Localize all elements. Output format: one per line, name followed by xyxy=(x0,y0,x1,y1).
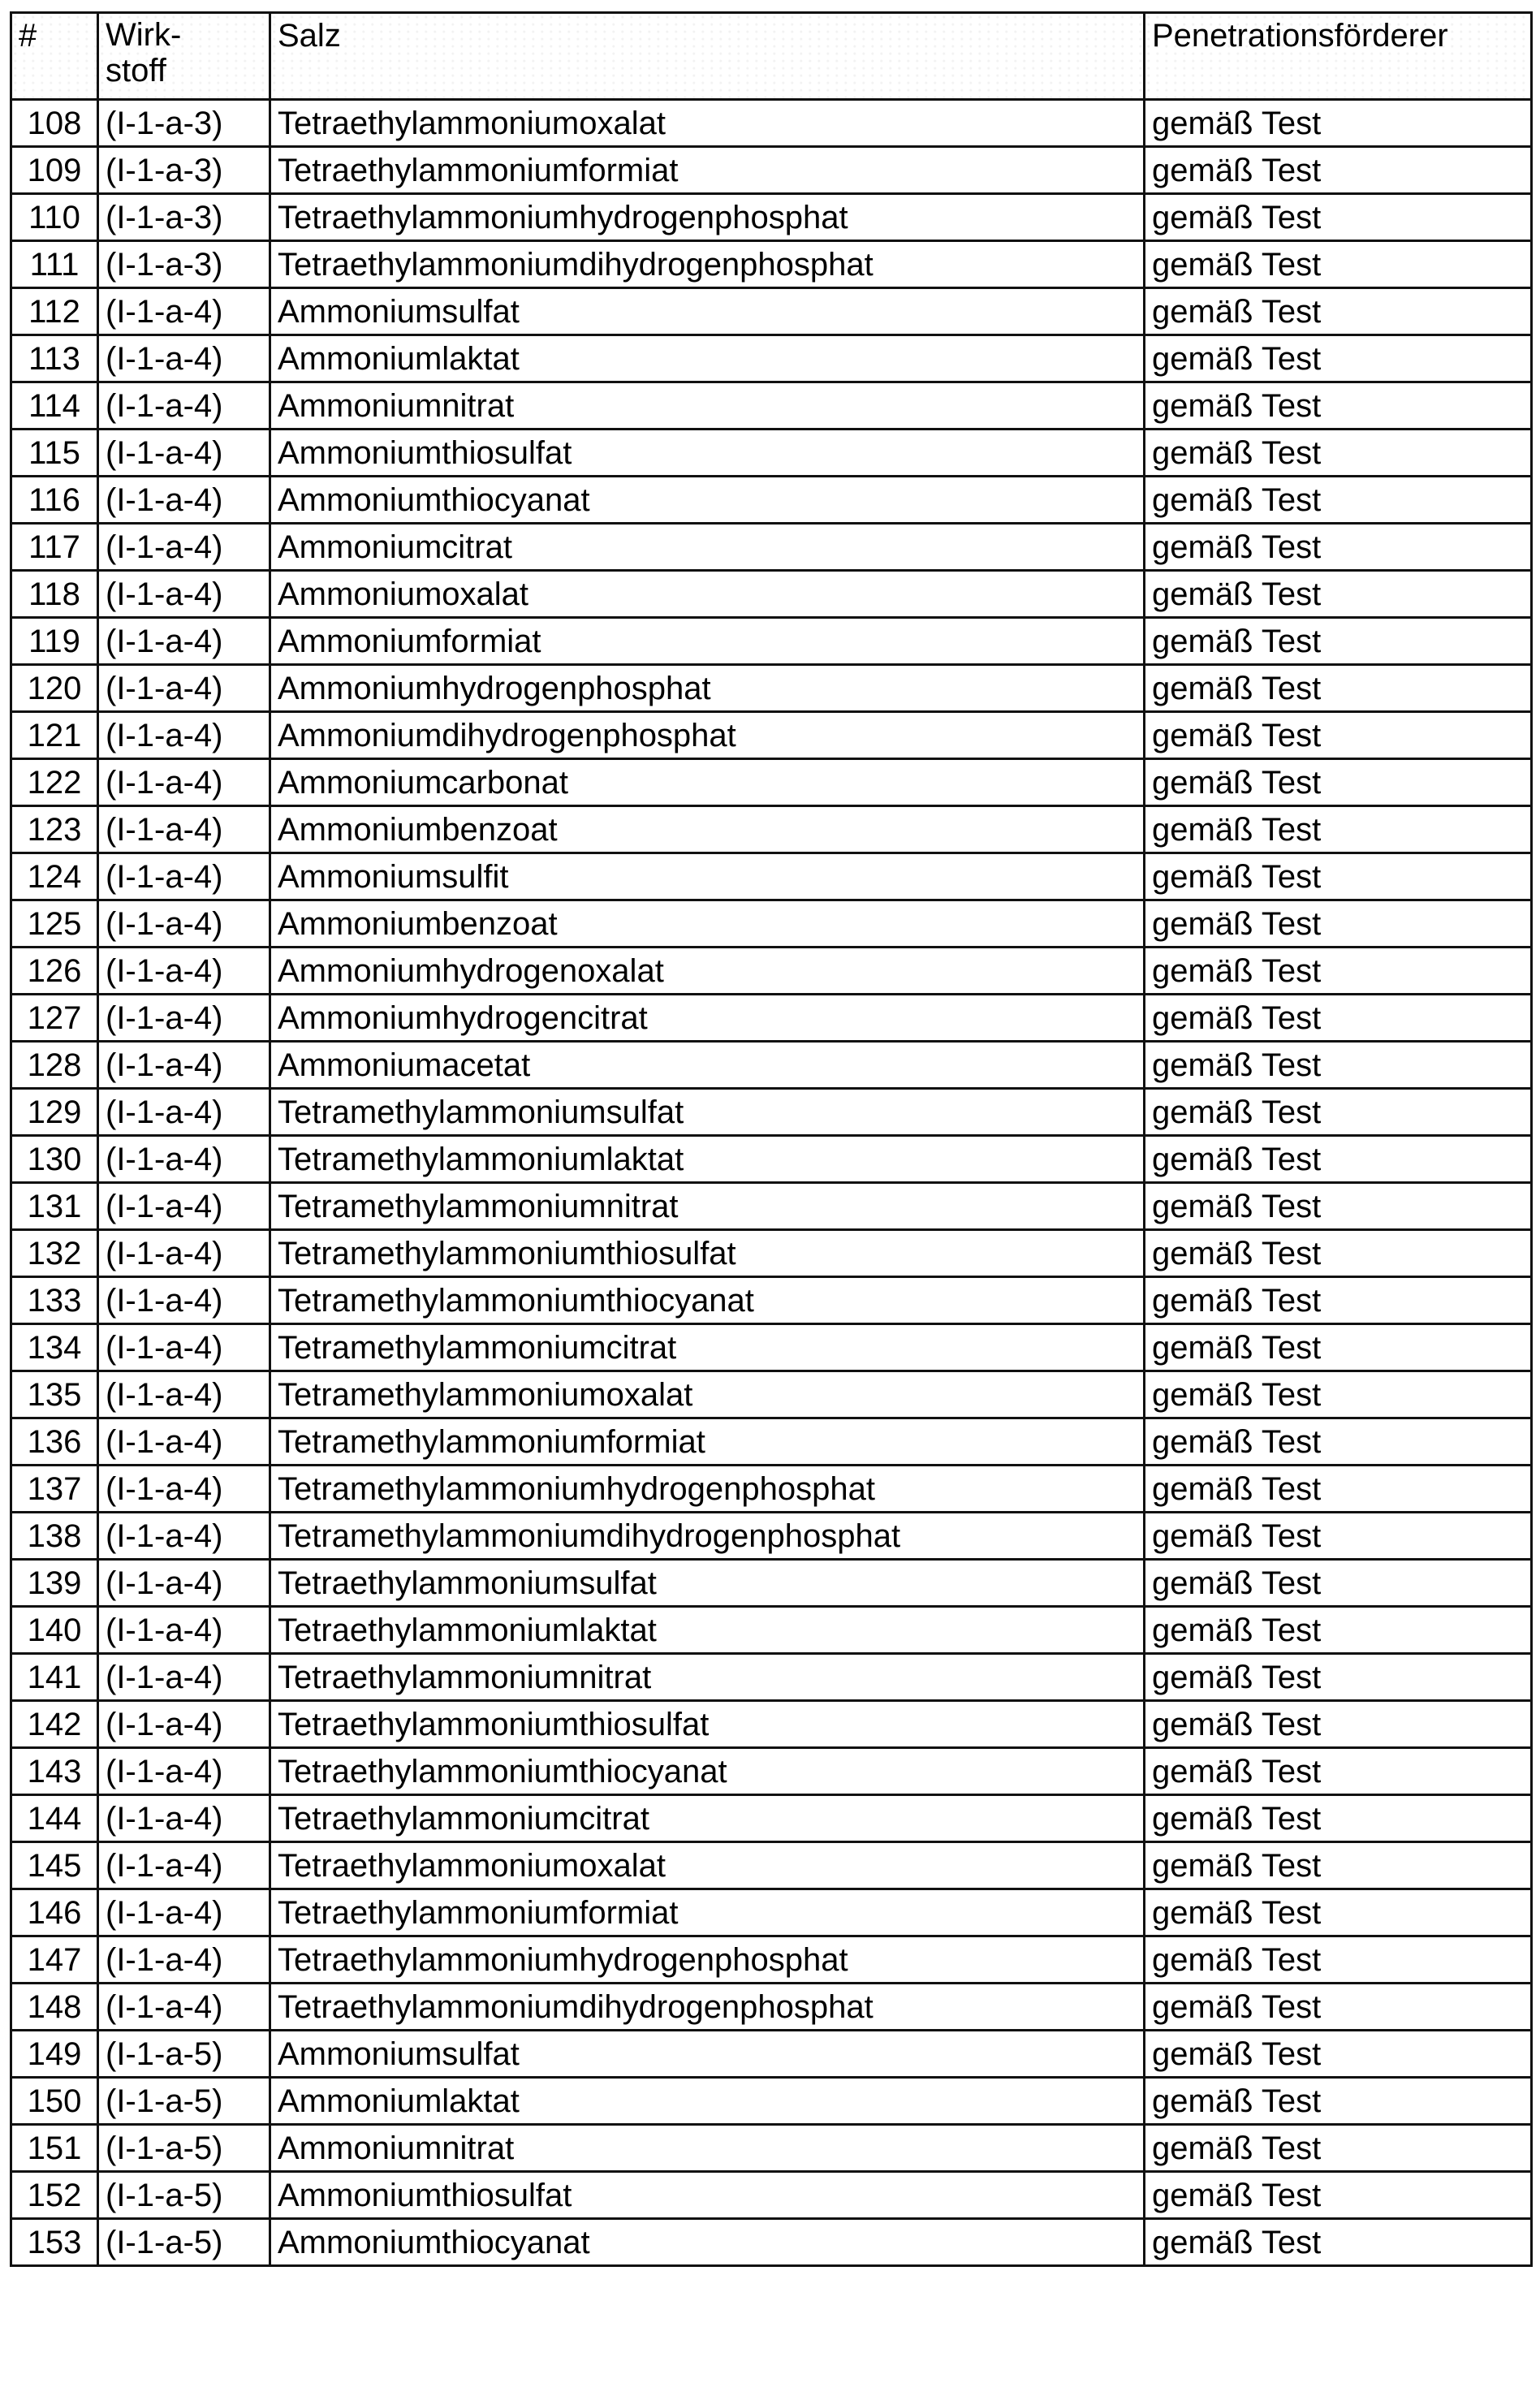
cell-number: 118 xyxy=(11,571,98,618)
table-row xyxy=(11,194,1532,241)
cell-salz: Tetraethylammoniumcitrat xyxy=(270,1795,1145,1842)
cell-penetrationsfoerderer: gemäß Test xyxy=(1145,806,1532,853)
cell-penetrationsfoerderer: gemäß Test xyxy=(1145,1371,1532,1418)
header-number: # xyxy=(11,13,98,100)
cell-wirkstoff: (I-1-a-4) xyxy=(98,1936,270,1984)
cell-penetrationsfoerderer: gemäß Test xyxy=(1145,1748,1532,1795)
cell-number: 125 xyxy=(11,900,98,948)
cell-penetrationsfoerderer: gemäß Test xyxy=(1145,618,1532,665)
cell-penetrationsfoerderer: gemäß Test xyxy=(1145,853,1532,900)
cell-number: 146 xyxy=(11,1889,98,1936)
header-row xyxy=(11,13,1532,100)
cell-penetrationsfoerderer: gemäß Test xyxy=(1145,1042,1532,1089)
table-row xyxy=(11,712,1532,759)
table-row xyxy=(11,288,1532,335)
cell-number: 113 xyxy=(11,335,98,382)
cell-wirkstoff: (I-1-a-4) xyxy=(98,477,270,524)
cell-wirkstoff: (I-1-a-4) xyxy=(98,618,270,665)
cell-penetrationsfoerderer: gemäß Test xyxy=(1145,2172,1532,2219)
table-row xyxy=(11,2172,1532,2219)
cell-number: 144 xyxy=(11,1795,98,1842)
cell-number: 140 xyxy=(11,1607,98,1654)
cell-salz: Ammoniumdihydrogenphosphat xyxy=(270,712,1145,759)
cell-salz: Tetraethylammoniumoxalat xyxy=(270,1842,1145,1889)
cell-wirkstoff: (I-1-a-4) xyxy=(98,1324,270,1371)
cell-salz: Ammoniumthiosulfat xyxy=(270,430,1145,477)
cell-penetrationsfoerderer: gemäß Test xyxy=(1145,477,1532,524)
cell-salz: Tetramethylammoniumlaktat xyxy=(270,1136,1145,1183)
table-row xyxy=(11,900,1532,948)
cell-salz: Tetraethylammoniumsulfat xyxy=(270,1560,1145,1607)
table-row xyxy=(11,1089,1532,1136)
cell-penetrationsfoerderer: gemäß Test xyxy=(1145,1277,1532,1324)
table-row xyxy=(11,430,1532,477)
table-body xyxy=(11,100,1532,2266)
table-row xyxy=(11,1748,1532,1795)
cell-wirkstoff: (I-1-a-4) xyxy=(98,1418,270,1466)
cell-number: 137 xyxy=(11,1466,98,1513)
table-row xyxy=(11,1936,1532,1984)
cell-wirkstoff: (I-1-a-5) xyxy=(98,2078,270,2125)
cell-number: 138 xyxy=(11,1513,98,1560)
cell-number: 110 xyxy=(11,194,98,241)
table-row xyxy=(11,995,1532,1042)
cell-salz: Ammoniumthiocyanat xyxy=(270,2219,1145,2266)
cell-salz: Tetraethylammoniumoxalat xyxy=(270,100,1145,147)
cell-penetrationsfoerderer: gemäß Test xyxy=(1145,100,1532,147)
cell-number: 109 xyxy=(11,147,98,194)
cell-penetrationsfoerderer: gemäß Test xyxy=(1145,430,1532,477)
table-row xyxy=(11,1136,1532,1183)
cell-number: 141 xyxy=(11,1654,98,1701)
cell-penetrationsfoerderer: gemäß Test xyxy=(1145,241,1532,288)
cell-salz: Ammoniumbenzoat xyxy=(270,806,1145,853)
cell-penetrationsfoerderer: gemäß Test xyxy=(1145,900,1532,948)
cell-penetrationsfoerderer: gemäß Test xyxy=(1145,948,1532,995)
table-row xyxy=(11,948,1532,995)
cell-penetrationsfoerderer: gemäß Test xyxy=(1145,759,1532,806)
cell-salz: Ammoniumcarbonat xyxy=(270,759,1145,806)
table-row xyxy=(11,806,1532,853)
cell-number: 114 xyxy=(11,382,98,430)
table-row xyxy=(11,853,1532,900)
cell-penetrationsfoerderer: gemäß Test xyxy=(1145,1089,1532,1136)
table-row xyxy=(11,147,1532,194)
table-row xyxy=(11,2125,1532,2172)
cell-wirkstoff: (I-1-a-4) xyxy=(98,382,270,430)
table-row xyxy=(11,1183,1532,1230)
header-salz: Salz xyxy=(270,13,1145,100)
cell-salz: Tetraethylammoniumhydrogenphosphat xyxy=(270,194,1145,241)
cell-number: 122 xyxy=(11,759,98,806)
cell-salz: Tetramethylammoniumdihydrogenphosphat xyxy=(270,1513,1145,1560)
cell-number: 131 xyxy=(11,1183,98,1230)
cell-penetrationsfoerderer: gemäß Test xyxy=(1145,1889,1532,1936)
cell-salz: Tetraethylammoniumnitrat xyxy=(270,1654,1145,1701)
cell-number: 112 xyxy=(11,288,98,335)
cell-wirkstoff: (I-1-a-4) xyxy=(98,1701,270,1748)
cell-penetrationsfoerderer: gemäß Test xyxy=(1145,995,1532,1042)
cell-penetrationsfoerderer: gemäß Test xyxy=(1145,1183,1532,1230)
cell-salz: Ammoniumhydrogencitrat xyxy=(270,995,1145,1042)
cell-wirkstoff: (I-1-a-5) xyxy=(98,2031,270,2078)
cell-salz: Tetraethylammoniumthiosulfat xyxy=(270,1701,1145,1748)
cell-salz: Tetraethylammoniumhydrogenphosphat xyxy=(270,1936,1145,1984)
cell-salz: Tetraethylammoniumformiat xyxy=(270,1889,1145,1936)
cell-wirkstoff: (I-1-a-4) xyxy=(98,665,270,712)
cell-wirkstoff: (I-1-a-4) xyxy=(98,1748,270,1795)
cell-number: 136 xyxy=(11,1418,98,1466)
cell-wirkstoff: (I-1-a-5) xyxy=(98,2125,270,2172)
cell-number: 135 xyxy=(11,1371,98,1418)
cell-wirkstoff: (I-1-a-4) xyxy=(98,430,270,477)
cell-penetrationsfoerderer: gemäß Test xyxy=(1145,2125,1532,2172)
cell-number: 147 xyxy=(11,1936,98,1984)
cell-number: 121 xyxy=(11,712,98,759)
cell-salz: Ammoniumsulfit xyxy=(270,853,1145,900)
cell-number: 108 xyxy=(11,100,98,147)
cell-salz: Tetramethylammoniumhydrogenphosphat xyxy=(270,1466,1145,1513)
cell-penetrationsfoerderer: gemäß Test xyxy=(1145,1842,1532,1889)
cell-penetrationsfoerderer: gemäß Test xyxy=(1145,1466,1532,1513)
cell-salz: Ammoniumsulfat xyxy=(270,288,1145,335)
cell-wirkstoff: (I-1-a-4) xyxy=(98,1371,270,1418)
cell-wirkstoff: (I-1-a-3) xyxy=(98,194,270,241)
cell-penetrationsfoerderer: gemäß Test xyxy=(1145,1701,1532,1748)
table-row xyxy=(11,618,1532,665)
cell-salz: Ammoniumthiosulfat xyxy=(270,2172,1145,2219)
table-row xyxy=(11,1466,1532,1513)
cell-penetrationsfoerderer: gemäß Test xyxy=(1145,1324,1532,1371)
cell-number: 145 xyxy=(11,1842,98,1889)
cell-number: 127 xyxy=(11,995,98,1042)
table-row xyxy=(11,1513,1532,1560)
cell-penetrationsfoerderer: gemäß Test xyxy=(1145,1136,1532,1183)
cell-wirkstoff: (I-1-a-4) xyxy=(98,335,270,382)
cell-wirkstoff: (I-1-a-4) xyxy=(98,1889,270,1936)
cell-penetrationsfoerderer: gemäß Test xyxy=(1145,1230,1532,1277)
cell-salz: Ammoniumacetat xyxy=(270,1042,1145,1089)
cell-salz: Ammoniumnitrat xyxy=(270,382,1145,430)
cell-penetrationsfoerderer: gemäß Test xyxy=(1145,194,1532,241)
table-row xyxy=(11,2031,1532,2078)
cell-number: 120 xyxy=(11,665,98,712)
cell-salz: Tetramethylammoniumthiocyanat xyxy=(270,1277,1145,1324)
cell-salz: Tetramethylammoniumformiat xyxy=(270,1418,1145,1466)
cell-wirkstoff: (I-1-a-4) xyxy=(98,1230,270,1277)
table-row xyxy=(11,665,1532,712)
cell-number: 148 xyxy=(11,1984,98,2031)
cell-number: 130 xyxy=(11,1136,98,1183)
cell-penetrationsfoerderer: gemäß Test xyxy=(1145,1795,1532,1842)
cell-wirkstoff: (I-1-a-4) xyxy=(98,806,270,853)
cell-salz: Ammoniumsulfat xyxy=(270,2031,1145,2078)
table-row xyxy=(11,1795,1532,1842)
table-row xyxy=(11,1277,1532,1324)
table-row xyxy=(11,1418,1532,1466)
cell-salz: Ammoniumlaktat xyxy=(270,335,1145,382)
table-row xyxy=(11,1889,1532,1936)
cell-salz: Ammoniumlaktat xyxy=(270,2078,1145,2125)
table-row xyxy=(11,1654,1532,1701)
cell-penetrationsfoerderer: gemäß Test xyxy=(1145,147,1532,194)
cell-wirkstoff: (I-1-a-4) xyxy=(98,1984,270,2031)
cell-penetrationsfoerderer: gemäß Test xyxy=(1145,2219,1532,2266)
cell-wirkstoff: (I-1-a-4) xyxy=(98,1654,270,1701)
cell-penetrationsfoerderer: gemäß Test xyxy=(1145,1654,1532,1701)
cell-penetrationsfoerderer: gemäß Test xyxy=(1145,712,1532,759)
cell-wirkstoff: (I-1-a-4) xyxy=(98,288,270,335)
cell-number: 128 xyxy=(11,1042,98,1089)
cell-number: 143 xyxy=(11,1748,98,1795)
cell-wirkstoff: (I-1-a-4) xyxy=(98,759,270,806)
cell-penetrationsfoerderer: gemäß Test xyxy=(1145,1607,1532,1654)
cell-penetrationsfoerderer: gemäß Test xyxy=(1145,1560,1532,1607)
cell-salz: Ammoniumoxalat xyxy=(270,571,1145,618)
cell-salz: Tetraethylammoniumthiocyanat xyxy=(270,1748,1145,1795)
salt-table xyxy=(10,11,1533,2267)
cell-penetrationsfoerderer: gemäß Test xyxy=(1145,288,1532,335)
cell-number: 150 xyxy=(11,2078,98,2125)
cell-number: 149 xyxy=(11,2031,98,2078)
table-row xyxy=(11,241,1532,288)
cell-penetrationsfoerderer: gemäß Test xyxy=(1145,2078,1532,2125)
table-row xyxy=(11,1324,1532,1371)
cell-number: 152 xyxy=(11,2172,98,2219)
cell-salz: Tetraethylammoniumformiat xyxy=(270,147,1145,194)
cell-salz: Tetramethylammoniumcitrat xyxy=(270,1324,1145,1371)
cell-wirkstoff: (I-1-a-4) xyxy=(98,1607,270,1654)
cell-wirkstoff: (I-1-a-4) xyxy=(98,995,270,1042)
cell-wirkstoff: (I-1-a-4) xyxy=(98,1560,270,1607)
table-row xyxy=(11,477,1532,524)
cell-salz: Tetramethylammoniumthiosulfat xyxy=(270,1230,1145,1277)
cell-wirkstoff: (I-1-a-4) xyxy=(98,1513,270,1560)
cell-salz: Tetramethylammoniumoxalat xyxy=(270,1371,1145,1418)
table-row xyxy=(11,1984,1532,2031)
table-row xyxy=(11,1560,1532,1607)
cell-number: 142 xyxy=(11,1701,98,1748)
cell-number: 153 xyxy=(11,2219,98,2266)
cell-salz: Ammoniumthiocyanat xyxy=(270,477,1145,524)
cell-wirkstoff: (I-1-a-4) xyxy=(98,1842,270,1889)
cell-wirkstoff: (I-1-a-4) xyxy=(98,1136,270,1183)
cell-wirkstoff: (I-1-a-4) xyxy=(98,1089,270,1136)
cell-penetrationsfoerderer: gemäß Test xyxy=(1145,1984,1532,2031)
cell-wirkstoff: (I-1-a-4) xyxy=(98,853,270,900)
cell-salz: Tetraethylammoniumdihydrogenphosphat xyxy=(270,241,1145,288)
table-row xyxy=(11,1230,1532,1277)
cell-salz: Ammoniumhydrogenoxalat xyxy=(270,948,1145,995)
cell-penetrationsfoerderer: gemäß Test xyxy=(1145,1936,1532,1984)
cell-salz: Tetramethylammoniumnitrat xyxy=(270,1183,1145,1230)
cell-number: 129 xyxy=(11,1089,98,1136)
table-row xyxy=(11,759,1532,806)
table-row xyxy=(11,335,1532,382)
cell-wirkstoff: (I-1-a-4) xyxy=(98,1466,270,1513)
cell-wirkstoff: (I-1-a-3) xyxy=(98,100,270,147)
cell-penetrationsfoerderer: gemäß Test xyxy=(1145,2031,1532,2078)
cell-number: 134 xyxy=(11,1324,98,1371)
cell-number: 116 xyxy=(11,477,98,524)
cell-salz: Tetramethylammoniumsulfat xyxy=(270,1089,1145,1136)
table-row xyxy=(11,1607,1532,1654)
cell-number: 117 xyxy=(11,524,98,571)
cell-number: 126 xyxy=(11,948,98,995)
cell-salz: Tetraethylammoniumlaktat xyxy=(270,1607,1145,1654)
table-row xyxy=(11,2078,1532,2125)
cell-penetrationsfoerderer: gemäß Test xyxy=(1145,335,1532,382)
cell-salz: Ammoniumcitrat xyxy=(270,524,1145,571)
cell-penetrationsfoerderer: gemäß Test xyxy=(1145,524,1532,571)
cell-wirkstoff: (I-1-a-3) xyxy=(98,241,270,288)
table-row xyxy=(11,571,1532,618)
table-row xyxy=(11,1842,1532,1889)
cell-salz: Ammoniumbenzoat xyxy=(270,900,1145,948)
cell-penetrationsfoerderer: gemäß Test xyxy=(1145,1418,1532,1466)
cell-salz: Tetraethylammoniumdihydrogenphosphat xyxy=(270,1984,1145,2031)
cell-wirkstoff: (I-1-a-4) xyxy=(98,571,270,618)
cell-wirkstoff: (I-1-a-5) xyxy=(98,2172,270,2219)
cell-number: 123 xyxy=(11,806,98,853)
cell-number: 115 xyxy=(11,430,98,477)
cell-wirkstoff: (I-1-a-4) xyxy=(98,1277,270,1324)
table-row xyxy=(11,1371,1532,1418)
table-row xyxy=(11,100,1532,147)
cell-wirkstoff: (I-1-a-5) xyxy=(98,2219,270,2266)
cell-number: 124 xyxy=(11,853,98,900)
table-row xyxy=(11,524,1532,571)
cell-penetrationsfoerderer: gemäß Test xyxy=(1145,1513,1532,1560)
cell-salz: Ammoniumformiat xyxy=(270,618,1145,665)
cell-penetrationsfoerderer: gemäß Test xyxy=(1145,571,1532,618)
cell-wirkstoff: (I-1-a-4) xyxy=(98,1795,270,1842)
table-row xyxy=(11,382,1532,430)
cell-penetrationsfoerderer: gemäß Test xyxy=(1145,382,1532,430)
cell-number: 111 xyxy=(11,241,98,288)
cell-salz: Ammoniumhydrogenphosphat xyxy=(270,665,1145,712)
cell-wirkstoff: (I-1-a-4) xyxy=(98,900,270,948)
cell-wirkstoff: (I-1-a-4) xyxy=(98,1183,270,1230)
cell-wirkstoff: (I-1-a-4) xyxy=(98,712,270,759)
cell-wirkstoff: (I-1-a-4) xyxy=(98,524,270,571)
cell-number: 132 xyxy=(11,1230,98,1277)
table-row xyxy=(11,1042,1532,1089)
table-row xyxy=(11,1701,1532,1748)
cell-wirkstoff: (I-1-a-4) xyxy=(98,1042,270,1089)
cell-wirkstoff: (I-1-a-4) xyxy=(98,948,270,995)
cell-number: 151 xyxy=(11,2125,98,2172)
cell-penetrationsfoerderer: gemäß Test xyxy=(1145,665,1532,712)
header-penetrationsfoerderer: Penetrationsförderer xyxy=(1145,13,1532,100)
cell-number: 119 xyxy=(11,618,98,665)
cell-number: 133 xyxy=(11,1277,98,1324)
cell-number: 139 xyxy=(11,1560,98,1607)
cell-wirkstoff: (I-1-a-3) xyxy=(98,147,270,194)
cell-salz: Ammoniumnitrat xyxy=(270,2125,1145,2172)
header-wirkstoff: Wirk- stoff xyxy=(98,13,270,100)
table-row xyxy=(11,2219,1532,2266)
